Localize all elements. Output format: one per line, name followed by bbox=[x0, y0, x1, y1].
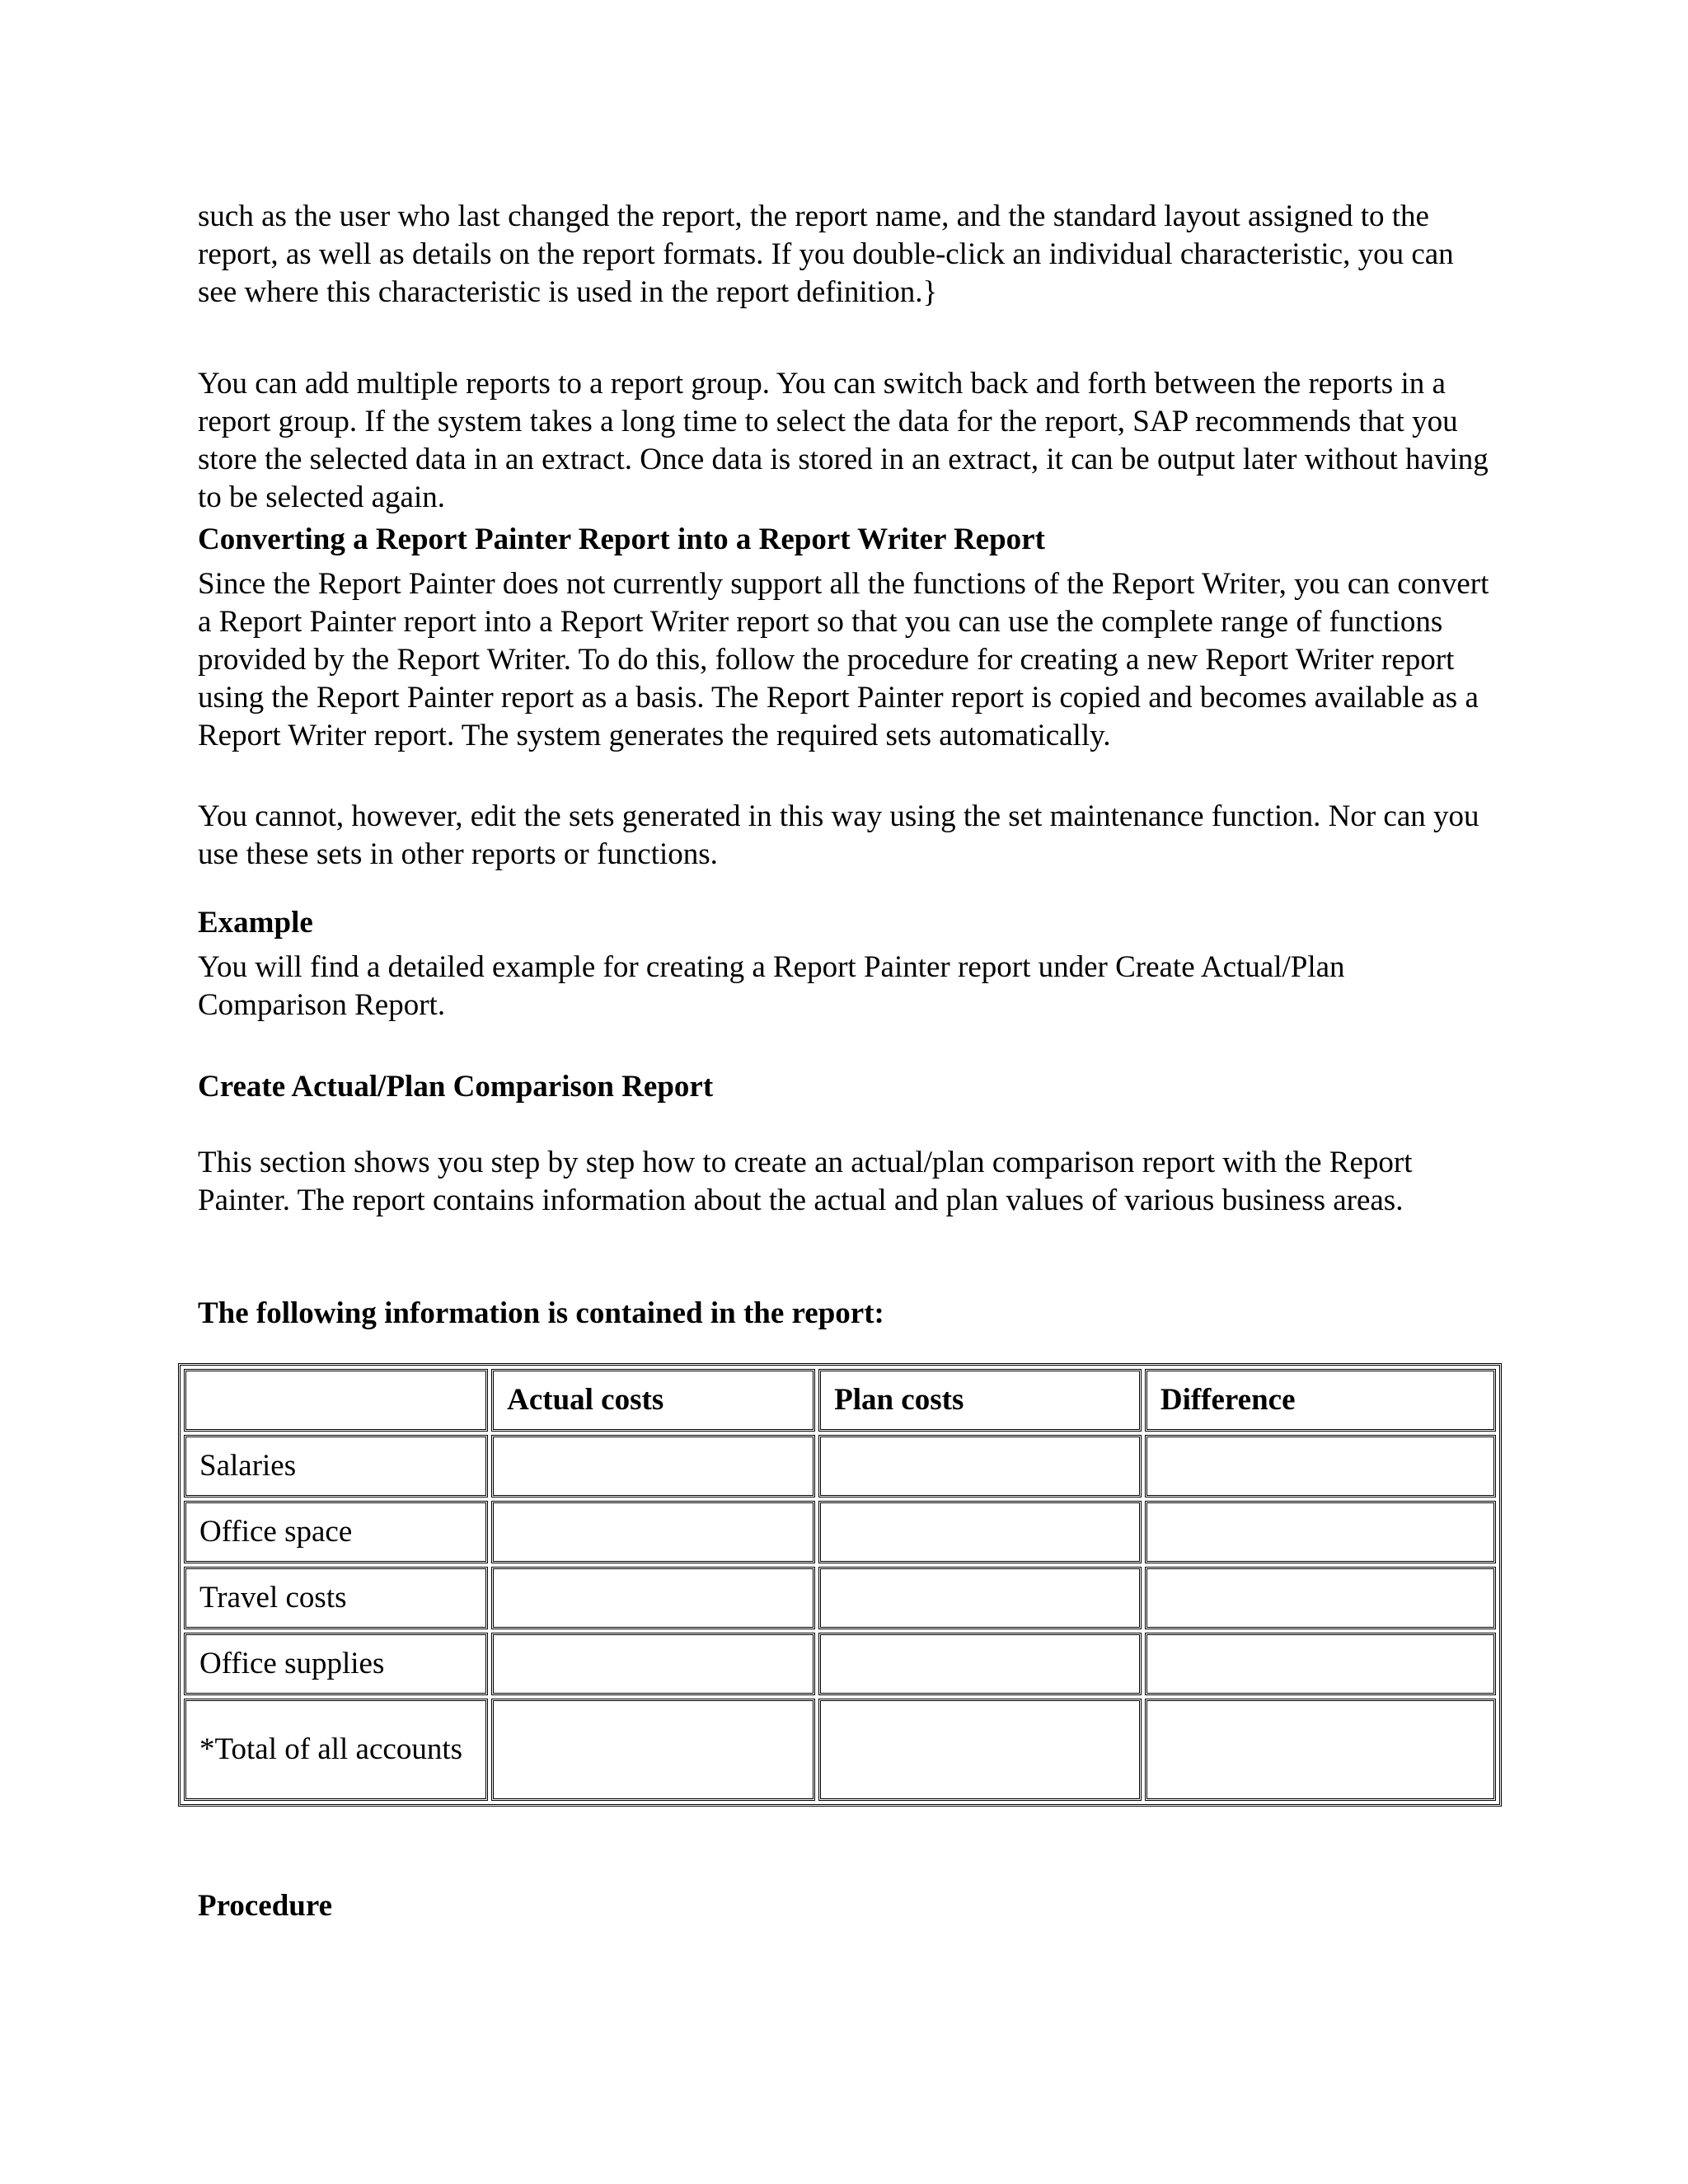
table-cell: Travel costs bbox=[184, 1567, 488, 1629]
table-header-cell: Actual costs bbox=[491, 1369, 815, 1432]
paragraph-example-reference: You will find a detailed example for creating a Report Painter report under Create Actual/Plan Comparison Report. bbox=[198, 950, 1345, 1022]
table-cell bbox=[1145, 1435, 1496, 1497]
report-contents-table bbox=[178, 1363, 1502, 1807]
table-cell bbox=[818, 1501, 1142, 1563]
paragraph-section-description: This section shows you step by step how to create an actual/plan comparison report with the Report Painter. The report contains information about the actual and plan values of various business areas. bbox=[198, 1146, 1413, 1217]
heading-example: Example bbox=[198, 906, 313, 940]
table-cell: Office space bbox=[184, 1501, 488, 1563]
paragraph-report-group: You can add multiple reports to a report group. You can switch back and forth between the reports in a report group. If the system takes a long time to select the data for the report, SAP recommends that you store the selected data in an extract. Once data is stored in an extract, it can be output later without having to be selected again. bbox=[198, 367, 1489, 514]
paragraph-sets-restriction: You cannot, however, edit the sets generated in this way using the set maintenance function. Nor can you use these sets in other reports or functions. bbox=[198, 799, 1479, 871]
table-cell bbox=[1145, 1501, 1496, 1563]
table-header-cell: Difference bbox=[1145, 1369, 1496, 1432]
paragraph-convert-procedure: Since the Report Painter does not currently support all the functions of the Report Writer, you can convert a Report Painter report into a Report Writer report so that you can use the complete range of functions provided by the Report Writer. To do this, follow the procedure for creating a new Report Writer report using the Report Painter report as a basis. The Report Painter report is copied and becomes available as a Report Writer report. The system generates the required sets automatically. bbox=[198, 567, 1489, 752]
heading-report-contents: The following information is contained in the report: bbox=[198, 1296, 884, 1330]
table-cell bbox=[491, 1699, 815, 1801]
table-row bbox=[184, 1567, 1496, 1629]
table-header-row bbox=[184, 1369, 1496, 1432]
table-cell: Salaries bbox=[184, 1435, 488, 1497]
paragraph-report-details: such as the user who last changed the report, the report name, and the standard layout assigned to the report, as well as details on the report formats. If you double-click an individual characteristic, you can see where this characteristic is used in the report definition.} bbox=[198, 199, 1454, 309]
table-cell bbox=[1145, 1567, 1496, 1629]
table-cell bbox=[491, 1435, 815, 1497]
table-cell bbox=[491, 1633, 815, 1695]
table-cell bbox=[818, 1567, 1142, 1629]
heading-converting-report: Converting a Report Painter Report into a Report Writer Report bbox=[198, 523, 1045, 556]
table-cell bbox=[491, 1567, 815, 1629]
table-cell bbox=[818, 1435, 1142, 1497]
table-cell bbox=[818, 1633, 1142, 1695]
table-cell: *Total of all accounts bbox=[184, 1699, 488, 1801]
table-header-cell: Plan costs bbox=[818, 1369, 1142, 1432]
heading-create-comparison-report: Create Actual/Plan Comparison Report bbox=[198, 1070, 714, 1104]
table-cell bbox=[818, 1699, 1142, 1801]
table-cell: Office supplies bbox=[184, 1633, 488, 1695]
table-row bbox=[184, 1699, 1496, 1801]
table-row bbox=[184, 1633, 1496, 1695]
heading-procedure: Procedure bbox=[198, 1889, 333, 1923]
table-cell bbox=[1145, 1699, 1496, 1801]
table-row bbox=[184, 1435, 1496, 1497]
table-row bbox=[184, 1501, 1496, 1563]
table-header-cell bbox=[184, 1369, 488, 1432]
table-cell bbox=[1145, 1633, 1496, 1695]
table-cell bbox=[491, 1501, 815, 1563]
